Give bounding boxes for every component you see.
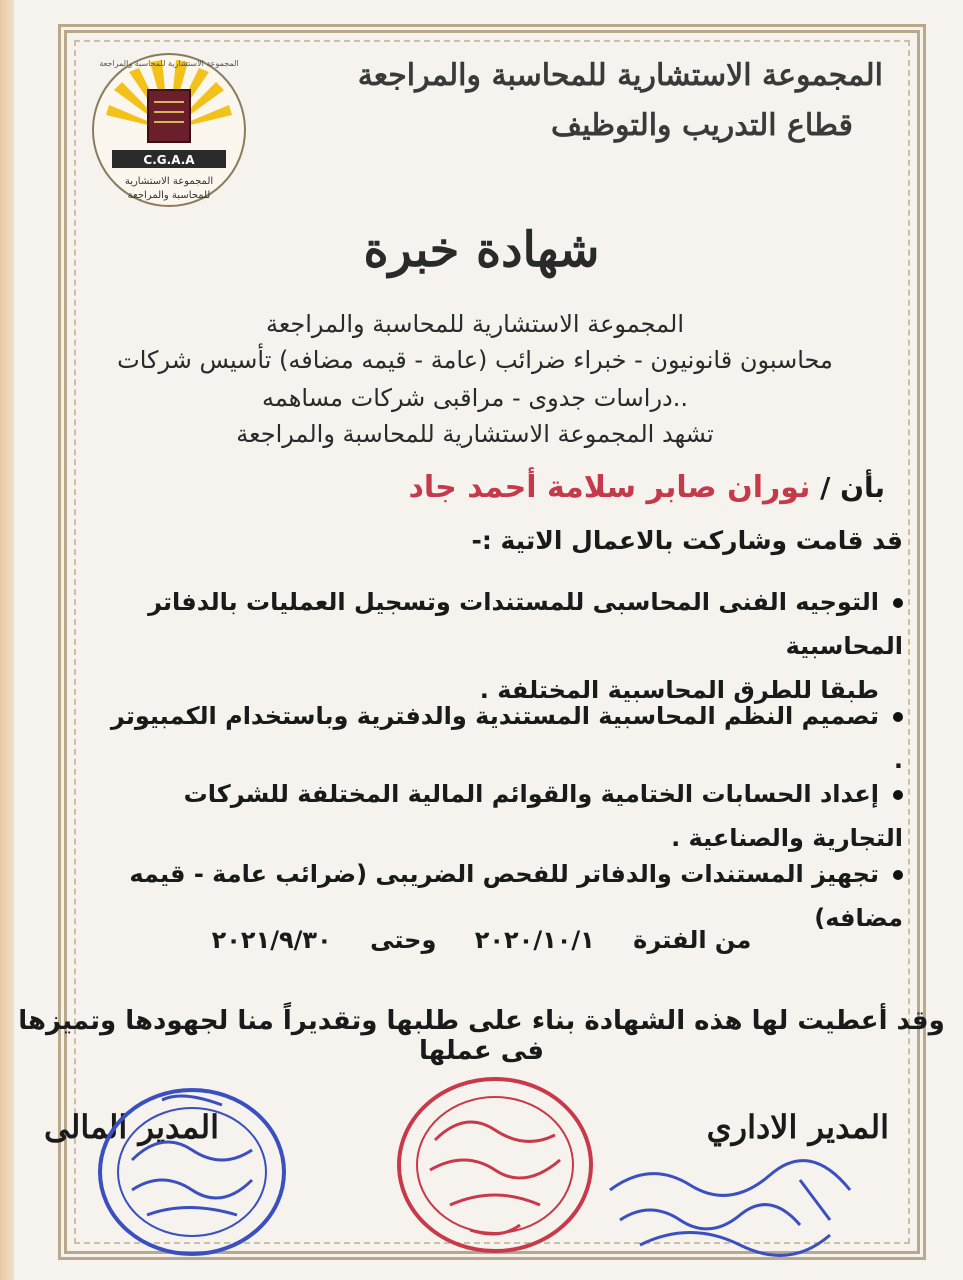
- logo-ring-text: المجموعة الاستشارية للمحاسبة والمراجعة: [99, 59, 239, 68]
- duty-item: [103, 694, 903, 782]
- org-sector: قطاع التدريب والتوظيف: [551, 108, 853, 143]
- finance-manager-title: المدير المالى: [44, 1108, 219, 1146]
- logo-caption-1: المجموعة الاستشارية: [124, 176, 214, 187]
- bullet-icon: [893, 598, 903, 608]
- bullet-icon: [893, 870, 903, 880]
- finance-blue-stamp: [92, 1080, 292, 1260]
- red-official-stamp: [390, 1070, 600, 1260]
- duty-item: [103, 580, 903, 712]
- bullet-icon: [893, 712, 903, 722]
- period-from: ٢٠٢٠/١٠/١: [474, 926, 595, 954]
- intro-line-2: محاسبون قانونيون - خبراء ضرائب (عامة - قيمه مضافه) تأسيس شركات: [117, 346, 833, 374]
- period-to: ٢٠٢١/٩/٣٠: [211, 926, 332, 954]
- period-row: [0, 926, 963, 954]
- logo-abbr: C.G.A.A: [143, 153, 195, 167]
- recipient-prefix: بأن /: [820, 471, 885, 504]
- duty-text: إعداد الحسابات الختامية والقوائم المالية المختلفة للشركات التجارية والصناعية .: [183, 780, 903, 852]
- book-icon: [148, 90, 190, 142]
- bullet-icon: [893, 790, 903, 800]
- period-label: من الفترة: [633, 926, 752, 954]
- duty-text: تجهيز المستندات والدفاتر للفحص الضريبى (ضرائب عامة - قيمه مضافه): [129, 860, 903, 932]
- intro-line-3: ..دراسات جدوى - مراقبى شركات مساهمه: [262, 384, 688, 412]
- intro-line-4: تشهد المجموعة الاستشارية للمحاسبة والمراجعة: [236, 420, 714, 448]
- logo-caption-2: للمحاسبة والمراجعة: [127, 190, 211, 201]
- period-to-label: وحتى: [370, 926, 437, 954]
- recipient-name: نوران صابر سلامة أحمد جاد: [408, 470, 811, 505]
- admin-manager-title: المدير الاداري: [706, 1108, 889, 1146]
- certificate-title: شهادة خبرة: [363, 222, 600, 278]
- duty-text: تصميم النظم المحاسبية المستندية والدفترية وباستخدام الكمبيوتر .: [110, 702, 903, 774]
- duties-heading: قد قامت وشاركت بالاعمال الاتية :-: [471, 526, 903, 555]
- intro-line-1: المجموعة الاستشارية للمحاسبة والمراجعة: [265, 310, 685, 338]
- admin-signature: [600, 1150, 860, 1260]
- duty-item: [103, 772, 903, 860]
- duty-text: التوجيه الفنى المحاسبى للمستندات وتسجيل العمليات بالدفاتر المحاسبية: [148, 588, 903, 660]
- gratitude-text: وقد أعطيت لها هذه الشهادة بناء على طلبها وتقديراً منا لجهودها وتميزها فى عملها: [18, 1006, 945, 1066]
- cgaa-logo: [84, 50, 254, 210]
- recipient-row: [285, 470, 885, 505]
- org-name: المجموعة الاستشارية للمحاسبة والمراجعة: [357, 58, 883, 93]
- duty-text-continued: طبقا للطرق المحاسبية المختلفة .: [479, 676, 879, 704]
